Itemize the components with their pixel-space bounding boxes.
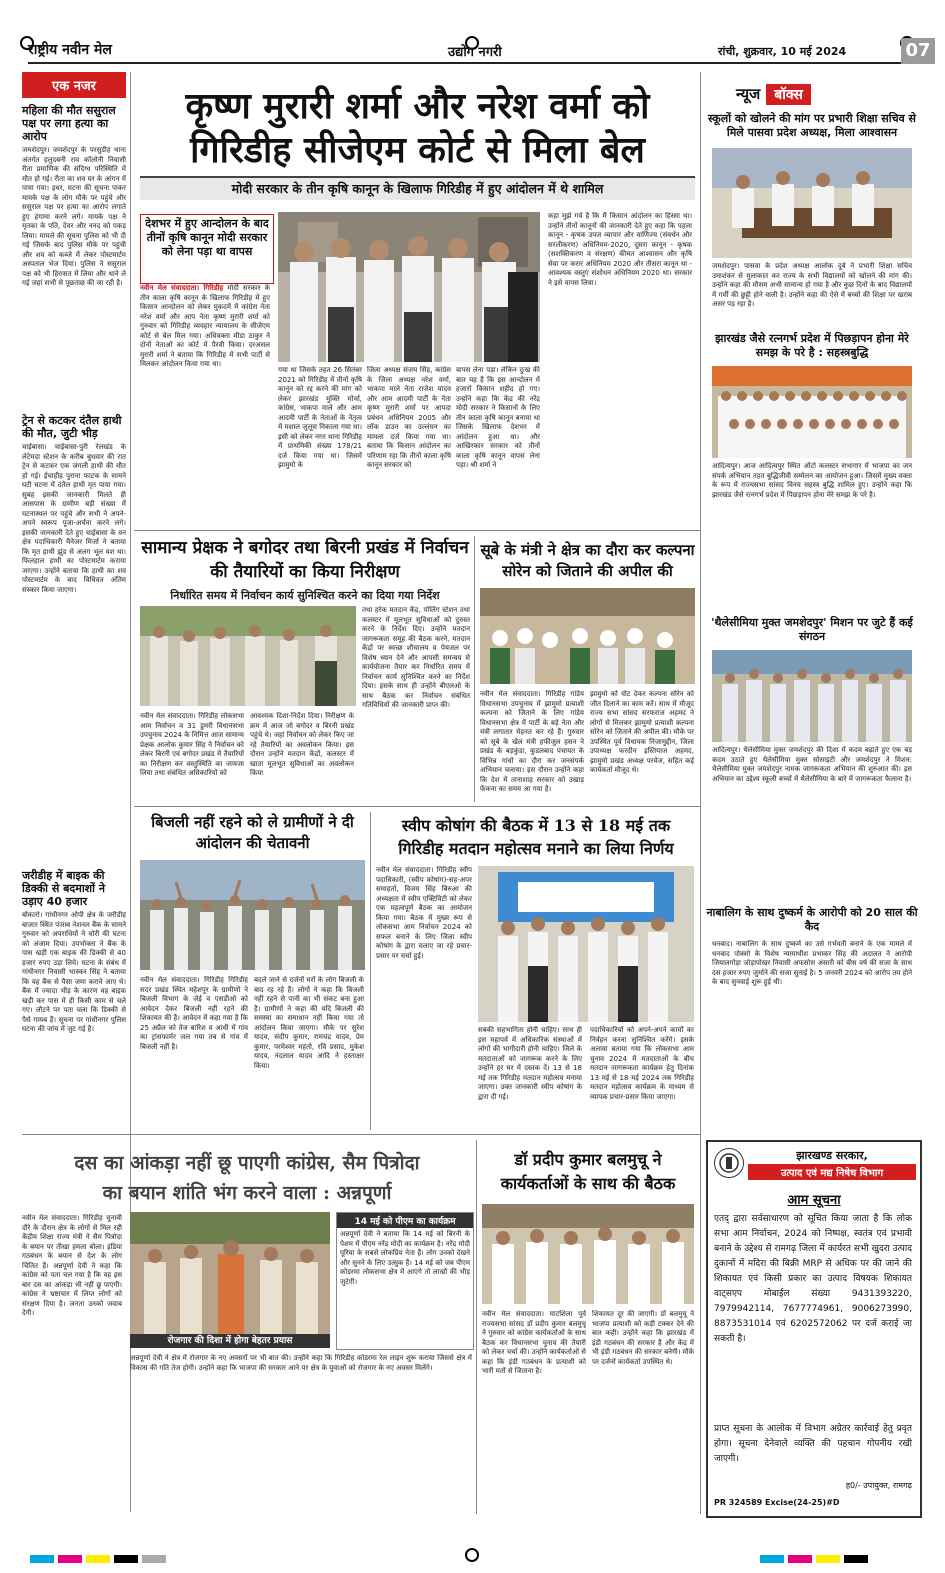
section-divider <box>134 806 700 807</box>
notice-pr: PR 324589 Excise(24-25)#D <box>714 1498 840 1507</box>
inspection-photo-image <box>140 606 356 706</box>
notice-title: आम सूचना <box>787 1193 841 1208</box>
lead-body <box>140 284 270 524</box>
kalpana-body-b: झामुमो को वोट देकर कल्पना सोरेन को जीत दिलाने का काम करें। साथ में मौजूद राज्य सभा सांसद सरफराज अहमद ने लोगों से मिलकर झामुमो प्रत्याशी कल्पना सोरेन को जिताने की अपील की। मौके पर उपस्थित पूर्व विधायक निजामुद्दीन, जिला उपाध्यक्ष फरदीन इस्तियाज अहमद, झामुमो प्रखंड अध्यक्ष परवेज, सहित कई कार्यकर्ता मौजूद थे। <box>590 690 694 774</box>
sweep-meeting-photo-image <box>478 866 694 1022</box>
section-name: उद्योग नगरी <box>448 45 502 60</box>
observer-photo <box>140 606 356 706</box>
lead-photo <box>278 212 540 362</box>
lead-headline-line: कृष्ण मुरारी शर्मा और नरेश वर्मा को <box>185 85 650 127</box>
newsbox-item1-title: स्कूलों को खोलने की मांग पर प्रभारी शिक्षा सचिव से मिले पासवा प्रदेश अध्यक्ष, मिला आश्वासन <box>708 112 916 139</box>
kalpana-headline: सूबे के मंत्री ने क्षेत्र का दौरा कर कल्पना सोरेन को जिताने की अपील की <box>480 541 695 580</box>
meeting-photo-image <box>480 588 695 684</box>
newsbox-item3-body: आदित्यपुर। थैलेसीमिया मुक्त जमशेदपुर की दिशा में कदम बढ़ाते हुए एक बड़ कदम उठाते हुए थैलेसीमिया मुक्त सोसाइटी और जमशेदपुर ने मिशन: थैलेसीमिया मुक्त जमशेदपुर नामक जागरूकता अभियान की शुरुआत की। इस अभियान का उद्देश्य स्कूली बच्चों में थैलेसीमिया के बारे में जागरूकता फैलाना है। <box>712 746 912 783</box>
newsbox-item4-title: नाबालिग के साथ दुष्कर्म के आरोपी को 20 साल की कैद <box>706 906 918 933</box>
newsbox-item2-photo <box>712 366 912 458</box>
lead-body-col4: वापस लेना पड़ा। लेकिन दुःख की बात यह है कि इस आन्दोलन में हजारों किसान शहीद हो गए। उन्होंने कहा कि केंद्र की नरेंद्र मोदी सरकार ने किसानों के लिए तीन काला कृषि कानून बनाया था जिसके खिलाफ देशभर में आंदोलन हुआ था। और आखिरकार सरकार को तीनों काला कृषि कानून वापस लेना पड़ा। श्री शर्मा ने <box>456 366 540 469</box>
page-number: 07 <box>901 38 935 64</box>
seminar-photo-image <box>712 366 912 458</box>
students-photo-image <box>712 650 912 742</box>
sweep-headline <box>376 814 696 860</box>
rally-photo-image <box>130 1212 330 1334</box>
pm-program-body: अन्नपूर्णा देवी ने बताया कि 14 मई को बिरनी के पेशम में पीएम नरेंद्र मोदी का कार्यक्रम है। नरेंद्र मोदी पूरिया के सबसे लोकप्रिय नेता हैं। लोग उनको देखने और सुनने के लिए उत्सुक हैं। 14 मई को जब पीएम कोडरमा लोकसभा क्षेत्र में आएंगे तो लाखों की भीड़ जुटेगी। <box>340 1230 470 1286</box>
brief-body: बोकारो। गांधीनगर ओपी क्षेत्र के जरीडीह बाजार स्थित पंजाब नेशनल बैंक के सामने गुरुवार को अपराधियों ने चोरी की घटना को अंजाम दिया। उपभोक्ता ने बैंक के पास खड़ी एक बाइक की डिक्की से 40 हजार रुपए उड़ा लिये। घटना के संबंध में गांधीनगर निवासी भास्कर सिंह ने बताया कि वह बैंक से पैसा जमा कराने आए थे। बैंक में ज्यादा भीड़ के कारण वह बाइक खड़ी कर पास में ही किसी काम से चले गए। लौटने पर पता चला कि डिक्की से पैसे गायब हैं। सूचना पर गांधीनगर पुलिस घटना की जांच में जुट गई है। <box>22 911 126 1033</box>
brief-body: जमशेदपुर। जमशेदपुर के परसुडीह थाना अंतर्गत हलुदबनी राव कॉलोनी निवासी रीता प्रमाणिक की संदिग्ध परिस्थिति में मौत हो गई। रीता का शव घर के आंगन में पाया गया। इधर, घटना की सूचना पाकर मायके पक्ष के लोग मौके पर पहुंचे और ससुराल पक्ष पर हत्या का आरोप लगाते हुए हंगामा करने लगे। मायके पक्ष ने मृतका के पति, देवर और ननद को पकड़ लिया। मामले की सूचना पुलिस को भी दी गई जिसके बाद पुलिस मौके पर पहुंची और शव को कब्जे में लेकर पोस्टमार्टम अस्पताल भेज दिया। पुलिस ने ससुराल पक्ष को भी हिरासत में लिया और थाने ले गई जहां सभी से पूछताछ की जा रही है। <box>22 146 126 287</box>
sweep-body-b: सबकी सहभागिता होनी चाहिए। साथ ही इस महापर्व में अधिकारिक संस्थाओं में लोगों की भागीदारी होनी चाहिए। जिले के मतदाताओं को जागरूक करने के लिए उन्होंने हर घर में दस्तक दें। 13 से 18 मई तक गिरिडीह मतदान महोत्सव मनाया जाएगा। उक्त जानकारी स्वीप कोषांग के द्वारा दी गई। <box>478 1026 582 1101</box>
annapurna-headline <box>22 1148 472 1208</box>
kalpana-body-a: नवीन मेल संवाददाता। गिरिडीह गांडेय विधानसभा उपचुनाव में झामुमो प्रत्याशी कल्पना को जिताने के लिए गांडेय विधानसभा क्षेत्र में पार्टी के बड़े नेता और मंत्री लगातार मेहनत कर रहे हैं। गुरुवार को सूबे के खेल मंत्री हफीजुल हसन ने प्रखंड के बड़कुंडा, कुडलबाद पंचायत के विभिन्न गांवों का दौरा कर जनसंपर्क अभियान चलाया। इस दौरान उन्होंने कहा कि देश में तानाशाह सरकार को उखाड़ फेंकना का समय आ गया है। <box>480 690 584 793</box>
print-color-bar <box>30 1548 170 1567</box>
lead-headline <box>140 84 695 172</box>
newsbox-item2-title: झारखंड जैसे रत्नगर्भ प्रदेश में पिछड़ापन होना मेरे समझ के परे है : सहस्त्रबुद्धि <box>715 332 909 359</box>
observer-body-a: नवीन मेल संवाददाता। गिरिडीह लोकसभा आम निर्वाचन व 31 डुमरी विधानसभा उपचुनाव 2024 के निमित्त आज सामान्य प्रेक्षक आलोक कुमार सिंह ने निर्वाचन को लेकर बिरनी एवं बगोदर प्रखंड में तैयारियों का निरीक्षण कर वस्तुस्थिति का जायजा लिया तथा संबंधित अधिकारियों को <box>140 712 244 777</box>
brief-title: ट्रेन से कटकर दंतैल हाथी की मौत, जुटी भीड़ <box>22 414 122 440</box>
section-divider <box>22 1134 700 1135</box>
balmuchu-headline <box>482 1148 694 1196</box>
annapurna-headline-line: का बयान शांति भंग करने वाला : अन्नपूर्णा <box>102 1182 392 1204</box>
balmuchu-body-b: शिकायत दूर की जाएगी। डॉ बलमुचू ने भाजपा प्रत्याशी को कड़ी टक्कर देने की बात कही। उन्होंने कहा कि झारखंड में इंडी गठबंधन की सरकार है और केंद्र में भी इंडी गठबंधन की सरकार बनेगी। मौके पर दर्जनों कार्यकर्ता उपस्थित थे। <box>592 1310 694 1366</box>
protest-photo-image <box>140 860 365 970</box>
section-divider <box>134 530 700 531</box>
bijli-headline: बिजली नहीं रहने को ले ग्रामीणों ने दी आंदोलन की चेतावनी <box>151 813 354 852</box>
column-divider <box>474 536 475 802</box>
lead-body-col3: जिला अध्यक्ष संजय सिंह, कांग्रेस के जिला अध्यक्ष नरेश वर्मा, भाकपा माले नेता राजेश यादव और आम आदमी पार्टी के नेता कृष्ण मुरारी शर्मा पर आपदा प्रबंधन अधिनियम 2005 और लॉक डाउन का उल्लंघन का मामला दर्ज किया गया था। बताया कि किसान आंदोलन का परिणाम रहा कि तीनों काला कृषि कानून सरकार को <box>367 366 451 469</box>
news-box-header <box>706 84 918 106</box>
brief-title: महिला की मौत ससुराल पक्ष पर लगा हत्या का आरोप <box>22 104 116 143</box>
group-photo-image <box>278 212 540 362</box>
newsbox-item3-photo <box>712 650 912 742</box>
sweep-body-c: पदाधिकारियों को अपने-अपने कार्यों का निर्वहन करना सुनिश्चित करेंगे। इसके अलावा बताया गया कि लोकसभा आम चुनाव 2024 में मतदाताओं के बीच मतदान जागरूकता कार्यक्रम हेतु दिनांक 13 मई से 18 मई 2024 तक गिरिडीह मतदान महोत्सव कार्यक्रम के माध्यम से व्यापक प्रचार-प्रसार किया जाएगा। <box>590 1026 694 1101</box>
lead-body-col5: कहा मुझे गर्व है कि मैं किसान आंदोलन का हिस्सा था। उन्होंने तीनों कानूनों की जानकारी देते हुए कहा कि पहला कानून - कृषक उपज व्यापार और वाणिज्य (संवर्धन और सरलीकरण) अधिनियम-2020, दूसरा कानून - कृषक (सशक्तिकरण व संरक्षण) कीमत आश्वासन और कृषि सेवा पर करार अधिनियम 2020 और तीसरा कानून था - आवश्यक वस्तुएं संशोधन अधिनियम 2020 था। सरकार ने इसे वापस लिया। <box>548 212 692 287</box>
newsbox-item1-photo <box>712 148 912 258</box>
observer-headline: सामान्य प्रेक्षक ने बगोदर तथा बिरनी प्रखंड में निर्वाचन की तैयारियों का किया निरीक्षण <box>141 538 469 582</box>
annapurna-photo-caption: रोजगार की दिशा में होगा बेहतर प्रयास <box>130 1334 330 1348</box>
observer-subhead: निर्धारित समय में निर्वाचन कार्य सुनिश्चित करने का दिया गया निर्देश <box>170 589 440 602</box>
kalpana-photo <box>480 588 695 684</box>
office-meeting-photo-image <box>712 148 912 258</box>
column-divider <box>700 72 701 1514</box>
workers-meeting-photo-image <box>482 1204 694 1304</box>
notice-govt: झारखण्ड सरकार, <box>796 1149 868 1162</box>
notice-dept: उत्पाद एवं मद्य निषेध विभाग <box>748 1164 916 1180</box>
column-divider <box>370 812 371 1130</box>
sweep-body-a: नवीन मेल संवाददाता। गिरिडीह स्वीप पदाधिकारी, (स्वीप कोषांग)-सह-अपर समाहर्ता, विजय सिंह बिरुआ की अध्यक्षता में स्वीप एक्टिविटी को लेकर एक महत्वपूर्ण बैठक का आयोजन किया गया। बैठक में मुख्य रूप से लोकसभा आम निर्वाचन 2024 को सफल बनाने के लिए जिला स्वीप कोषांग के द्वारा चलाए जा रहे प्रचार-प्रसार पर चर्चा हुई। <box>376 866 472 960</box>
annapurna-body-b: अन्नपूर्णा देवी ने क्षेत्र में रोजगार के नए अवसरों पर भी बात की। उन्होंने कहा कि गिरिडीह कोडरमा रेल लाइन शुरू कराया जिससे क्षेत्र में विकास की गति तेज होगी। उन्होंने कहा कि भाजपा की सरकार आने पर क्षेत्र के युवाओं को रोजगार के नए अवसर मिलेंगे। <box>130 1354 472 1372</box>
notice-body-2: प्राप्त सूचना के आलोक में विभाग अग्रेतर कार्रवाई हेतु प्रवृत होगा। सूचना देनेवाले व्यक्ति की पहचान गोपनीय रखी जाएगी। <box>714 1424 912 1464</box>
balmuchu-headline-line: कार्यकर्ताओं के साथ की बैठक <box>500 1174 676 1193</box>
balmuchu-headline-line: डॉ प्रदीप कुमार बलमुचू ने <box>514 1150 662 1169</box>
newsbox-item1-body: जमशेदपुर। पासवा के प्रदेश अध्यक्ष आलोक दुबे ने प्रभारी शिक्षा सचिव उमाशंकर से मुलाकात कर राज्य के सभी विद्यालयों को खोलने की मांग की। उन्होंने कहा की मौसम अभी सामान्य हो गया है और कुछ दिनों के बाद विद्यालयों में गर्मी की छुट्टी होने वाली है। उन्होंने कहा की ऐसे में बच्चों की शिक्षा पर खराब असर पड़ रहा है। <box>712 262 912 308</box>
paper-name: राष्ट्रीय नवीन मेल <box>28 42 112 58</box>
lead-headline-line: गिरिडीह सीजेएम कोर्ट से मिला बेल <box>190 129 645 171</box>
sweep-headline-line: गिरिडीह मतदान महोत्सव मनाने का लिया निर्णय <box>398 839 674 858</box>
balmuchu-body-a: नवीन मेल संवाददाता। घाटशिला पूर्व राज्यसभा सांसद डॉ प्रदीप कुमार बलमुचू ने गुरुवार को कांग्रेस कार्यकर्ताओं के साथ बैठक कर विधानसभा चुनाव की तैयारी को लेकर चर्चा की। उन्होंने कार्यकर्ताओं से कहा कि इंडी गठबंधन के प्रत्याशी को भारी मतों से जिताना है। <box>482 1310 586 1375</box>
news-box-label-red: बॉक्स <box>766 84 811 105</box>
lead-body-col2: गया था जिसके तहत 26 सितंबर 2021 को गिरिडीह में तीनों कृषि कानून को रद्द करने की मांग को लेकर झारखंड मुक्ति मोर्चा, कांग्रेस, भाकपा माले और आम आदमी पार्टी के नेताओं के नेतृत्व में मशाल जुलूस निकाला गया था। इसी को लेकर नगर थाना गिरिडीह में प्राथमिकी संख्या 178/21 दर्ज किया गया था। जिसमें झामुमो के <box>278 366 362 469</box>
observer-body-c: तथा हरेक मतदान केंद्र, पोलिंग स्टेशन तथा कलस्टर में मूलभूत सुविधाओं को दुरुस्त करने के निर्देश दिए। उन्होंने मतदान जागरूकता समूह की बैठक करने, मतदान केंद्रों पर स्वच्छ शौचालय व पेयजल पर विशेष ध्यान देने और आपसी समन्वय से कार्ययोजना तैयार कर निर्धारित समय में निर्वाचन कार्य सुनिश्चित करने का निर्देश दिया। इसके साथ ही उन्होंने बीएलओ के साथ बैठक कर निर्वाचन संबंधित गतिविधियों की जानकारी प्राप्त की। <box>362 606 470 709</box>
notice-body: एतद् द्वारा सर्वसाधारण को सूचित किया जाता है कि लोक सभा आम निर्वाचन, 2024 को निष्पक्ष, स्वतंत्र एवं प्रभावी बनाने के उद्देश्य से रामगढ़ जिला में कार्यरत सभी खुदरा उत्पाद दुकानों में मदिरा की बिक्री MRP से अधिक पर की जाने की शिकायत एवं किसी प्रकार का उत्पाद विषयक शिकायत वाट्सएप मोबाईल संख्या 9431393220, 7979942114, 7677774961, 9006273990, 8873531014 एवं 6202572062 पर दर्ज कराई जा सकती है। <box>714 1214 912 1344</box>
print-color-bar <box>760 1548 872 1567</box>
dateline: रांची, शुक्रवार, 10 मई 2024 <box>718 45 847 58</box>
lead-sidebox: देशभर में हुए आन्दोलन के बाद तीनों कृषि कानून मोदी सरकार को लेना पड़ा था वापस <box>140 214 274 284</box>
annapurna-body-a: नवीन मेल संवाददाता। गिरिडीह चुनावी दौरे के दौरान क्षेत्र के लोगों से मिल रही केंद्रीय शिक्षा राज्य मंत्री ने सैम पित्रोदा के बयान पर तीखा हमला बोला। इंडिया गठबंधन के बयान से देश के लोग चिंतित हैं। अन्नपूर्णा देवी ने कहा कि कांग्रेस को पता चल गया है कि वह इस बार दस का आंकड़ा भी नहीं छू पाएगी। कांग्रेस ने भ्रष्टाचार में लिप्त लोगों को संरक्षण दिया है। जनता उनको जवाब देगी। <box>22 1214 122 1317</box>
lead-body-text: मोदी सरकार के तीन काला कृषि कानून के खिलाफ गिरिडीह में हुए किसान आन्दोलन को लेकर मुकदमें में कांग्रेस नेता नरेश वर्मा और आप नेता कृष्ण मुरारी शर्मा को गुरुवार को गिरिडीह व्यवहार न्यायालय के सीजेएम कोर्ट से बेल मिल गया। अधिवक्ता मीडा ठाकुर ने दोनों नेताओं का कोर्ट में पैरवी किया। दरअसल मुरारी शर्मा ने बताया कि गिरिडीह में सभी पार्टी से मिलकर आंदोलन किया गया था। <box>140 284 270 368</box>
newsbox-item3-title: 'थैलेसीमिया मुक्त जमशेदपुर' मिशन पर जुटे हैं कई संगठन <box>711 616 913 643</box>
notice-sign: ह0/- उपायुक्त, रामगढ़ <box>845 1481 912 1490</box>
pm-program-title: 14 मई को पीएम का कार्यक्रम <box>337 1213 473 1228</box>
newsbox-item4-body: धनबाद। नाबालिग के साथ दुष्कर्म का उसे गर्भवती बनाने के एक मामले में धनबाद पोक्सो के विशेष न्यायाधीश प्रभाकर सिंह की अदालत ने आरोपी जियालगोड़ा जोड़ापोखर निवासी अफसोस अंसारी को बीस वर्ष की सजा के साथ दस हजार रुपए जुर्माने की सजा सुनाई है। 5 जनवरी 2024 को आरोप तय होने के बाद सुनवाई शुरू हुई थी। <box>712 940 912 986</box>
annapurna-headline-line: दस का आंकड़ा नहीं छू पाएगी कांग्रेस, सैम पित्रोदा <box>74 1152 420 1174</box>
excise-notice <box>706 1140 922 1518</box>
brief-body: चाईबासा। चाईबासा-पुरी रेलखंड के लेटेमदा स्टेशन के करीब बुधवार की रात ट्रेन से कटकर एक जंगली हाथी की मौत हो गई। ईचाहीह पुराना फाटक के सामने घटी घटना में दंतैल हाथी मृत पाया गया। सुबह इसकी जानकारी मिलते ही आसपास के ग्रामीण बड़ी संख्या में घटनास्थल पर पहुंचे और सभी ने अपने-अपने स्वरूप पूजा-अर्चना करने लगे। इसकी जानकारी देते हुए चाईबासा के वन क्षेत्र पदाधिकारी मैनेजर मिर्जा ने बताया कि मृत हाथी झुंड से अलग भूल वश था। फिलहाल हाथी का पोस्टमार्टम कराया जाएगा। उन्होंने बताया कि हाथी का शव पोस्टमार्टम के बाद विधिवत अंतिम संस्कार किया जाएगा। <box>22 443 126 594</box>
bijli-body-b: बदले जाने से दर्जनों घरों के लोग बिजली के बाद रह रहे हैं। लोगों ने कहा कि बिजली नहीं रहने से पानी का भी संकट बना हुआ है। ग्रामीणों ने कहा की यदि बिजली की समस्या का समाधान नहीं किया गया तो आंदोलन किया जाएगा। मौके पर सुरेश यादव, संदीप कुमार, रामचंद्र यादव, प्रेम कुमार, परमेश्वर महतो, रवि प्रसाद, मुकेश यादव, नंदलाल यादव आदि ने हस्ताक्षर किया। <box>254 976 364 1070</box>
annapurna-photo <box>130 1212 330 1334</box>
ek-nazar-label: एक नजर <box>22 72 126 98</box>
news-box-label: न्यूज <box>736 85 761 103</box>
masthead <box>28 40 935 64</box>
balmuchu-photo <box>482 1204 694 1304</box>
pm-program-box <box>336 1212 474 1350</box>
registration-mark <box>465 1548 479 1562</box>
observer-body-b: आवश्यक दिशा-निर्देश दिया। निरीक्षण के क्रम में आज जो बगोदर व बिरनी प्रखंड पहुंचे थे। जहां निर्वाचन को लेकर किए जा रहे तैयारियों का अवलोकन किया। इस दौरान उन्होंने मतदान केंद्रों, कलस्टर में खाता मूलभूत सुविधाओं का अवलोकन किया <box>250 712 354 777</box>
newsbox-item2-body: आदित्यपुर। आज आदित्यपुर स्थित ऑटो कलस्टर सभागार में भाजपा का जन संपर्क अभियान तहत बुद्धिजीवी सम्मेलन का आयोजन हुआ। जिसमें मुख्य वक्ता के रूप में राज्यसभा सांसद विनय सहस्त्र बुद्धि शामिल हुए। उन्होंने कहा कि झारखंड जैसे रत्नगर्भ प्रदेश में पिछड़ापन होना मेरे समझ के परे है। <box>712 462 912 499</box>
lead-dateline: नवीन मेल संवाददाता। गिरिडीह <box>140 284 224 292</box>
brief-title: जरीडीह में बाइक की डिक्की से बदमाशों ने उड़ाए 40 हजार <box>22 869 105 908</box>
sweep-headline-line: स्वीप कोषांग की बैठक में 13 से 18 मई तक <box>401 816 671 835</box>
govt-emblem-icon <box>714 1148 744 1178</box>
lead-subhead: मोदी सरकार के तीन कृषि कानून के खिलाफ गिरिडीह में हुए आंदोलन में थे शामिल <box>140 176 695 200</box>
sweep-photo <box>478 866 694 1022</box>
bijli-body-a: नवीन मेल संवाददाता। गिरिडीह गिरिडीह सदर प्रखंड स्थित महेशपुर के ग्रामीणों ने बिजली विभाग के जेई व एसडीओ को आवेदन देकर बिजली नहीं रहने की शिकायत की है। आवेदन में कहा गया है कि 25 अप्रैल को तेज बारिश व आंधी में गांव का ट्रांसफार्मर जल गया तब से गांव में बिजली नहीं है। <box>140 976 248 1051</box>
bijli-photo <box>140 860 365 970</box>
column-divider <box>476 1140 477 1514</box>
